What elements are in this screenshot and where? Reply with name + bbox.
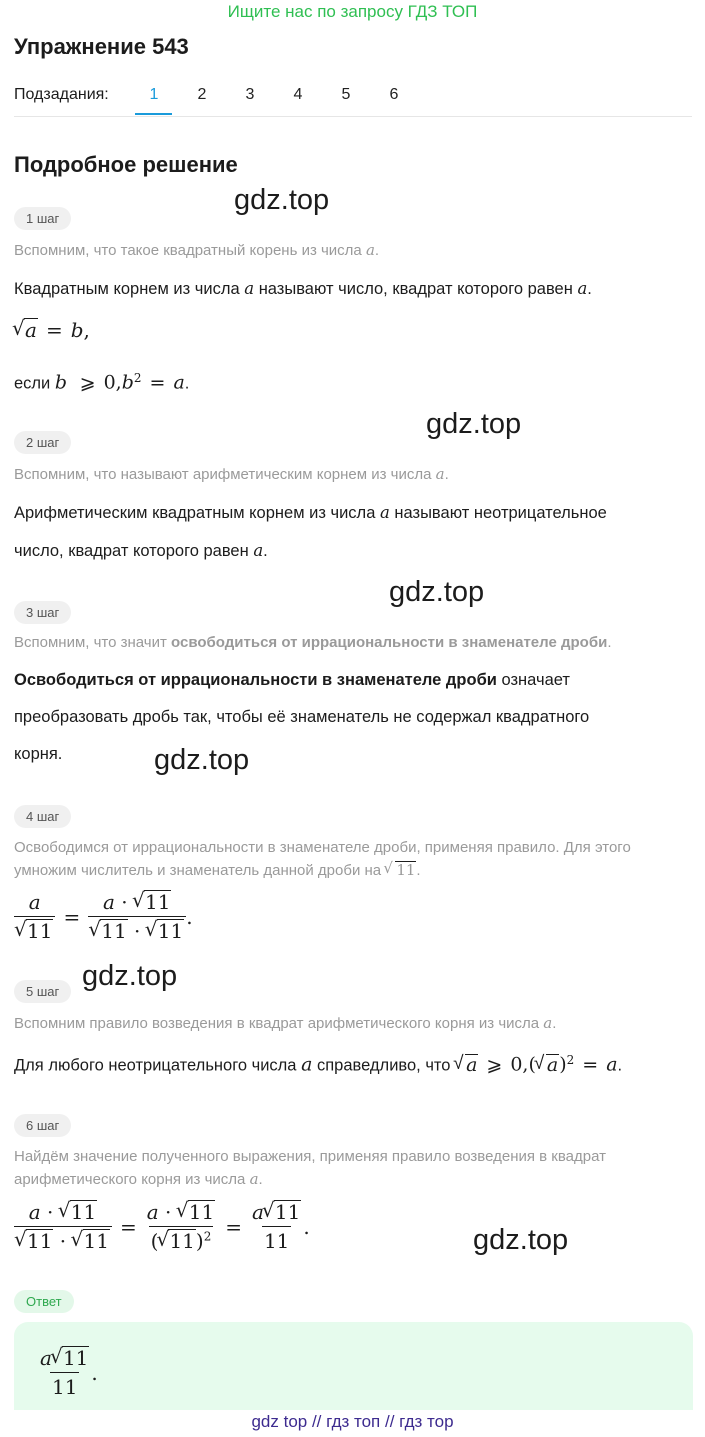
subtask-tab-5[interactable]: 5 bbox=[341, 86, 351, 103]
step-1-condition: если b ⩾ $0,b^2 = a$. bbox=[14, 371, 190, 394]
subtask-tab-1[interactable]: 1 bbox=[149, 86, 159, 103]
watermark: gdz.top bbox=[389, 576, 485, 608]
step-6-formula: a · √ 11 √ 11 · √ 11 = $\frac{a \cdot √ 11}{(√ 11)^2}$ = $\frac{a√ 11}{11}$ . bbox=[14, 1200, 310, 1253]
step-6-hint: Найдём значение полученного выражения, применяя правило возведения в квадрат арифметического корня из числа a. bbox=[14, 1148, 606, 1188]
step-2-badge: 2 шаг bbox=[14, 431, 71, 454]
step-2-hint: Вспомним, что называют арифметическим корнем из числа a. bbox=[14, 465, 449, 483]
subtask-tab-6[interactable]: 6 bbox=[389, 86, 399, 103]
step-4-hint: Освободимся от иррациональности в знаменателе дроби, применяя правило. Для этого умножим числитель и знаменатель данной дроби на √ 11. bbox=[14, 837, 694, 882]
solution-heading: Подробное решение bbox=[14, 152, 238, 177]
subtask-tab-4[interactable]: 4 bbox=[293, 86, 303, 103]
step-1-badge: 1 шаг bbox=[14, 207, 71, 230]
answer-badge: Ответ bbox=[14, 1290, 74, 1313]
watermark: gdz.top bbox=[426, 408, 522, 440]
tabs-divider bbox=[14, 116, 692, 117]
subtask-tab-2[interactable]: 2 bbox=[197, 86, 207, 103]
watermark: gdz.top bbox=[473, 1224, 569, 1256]
step-4-badge: 4 шаг bbox=[14, 805, 71, 828]
page-title: Упражнение 543 bbox=[14, 34, 189, 59]
step-5-badge: 5 шаг bbox=[14, 980, 71, 1003]
step-6-badge: 6 шаг bbox=[14, 1114, 71, 1137]
step-4-formula: a √ 11 = a · √ 11 √ 11 · √ 11 . bbox=[14, 890, 193, 943]
promo-banner[interactable]: Ищите нас по запросу ГДЗ ТОП bbox=[227, 2, 478, 21]
subtask-tab-3[interactable]: 3 bbox=[245, 86, 255, 103]
step-2-text: Арифметическим квадратным корнем из числа a называют неотрицательное число, квадрат которого равен a. bbox=[14, 503, 607, 560]
watermark: gdz.top bbox=[154, 744, 250, 776]
footer-links[interactable]: gdz top // гдз топ // гдз тор bbox=[251, 1412, 454, 1431]
subtasks-label: Подзадания: bbox=[14, 86, 109, 103]
step-3-badge: 3 шаг bbox=[14, 601, 71, 624]
step-1-text: Квадратным корнем из числа a называют число, квадрат которого равен a. bbox=[14, 279, 592, 298]
subtask-tabs bbox=[130, 86, 418, 104]
active-tab-indicator bbox=[135, 113, 172, 115]
step-3-hint: Вспомним, что значит освободиться от иррациональности в знаменателе дроби. bbox=[14, 634, 612, 651]
answer-formula: $\frac{a√ 11}{11}$ . bbox=[38, 1346, 98, 1399]
step-1-formula-root: √ a = b , bbox=[14, 318, 90, 342]
step-5-hint: Вспомним правило возведения в квадрат арифметического корня из числа a. bbox=[14, 1014, 557, 1032]
watermark: gdz.top bbox=[234, 184, 330, 216]
step-5-text: Для любого неотрицательного числа a справедливо, что √ a ⩾ 0,(√ a)$^2$ = a. bbox=[14, 1042, 694, 1085]
step-3-text: Освободиться от иррациональности в знаменателе дроби означает преобразовать дробь так, чтобы её знаменатель не содержал квадратного корня. bbox=[14, 671, 590, 763]
answer-box bbox=[14, 1322, 693, 1410]
step-1-hint: Вспомним, что такое квадратный корень из числа a. bbox=[14, 241, 380, 259]
watermark: gdz.top bbox=[82, 960, 178, 992]
